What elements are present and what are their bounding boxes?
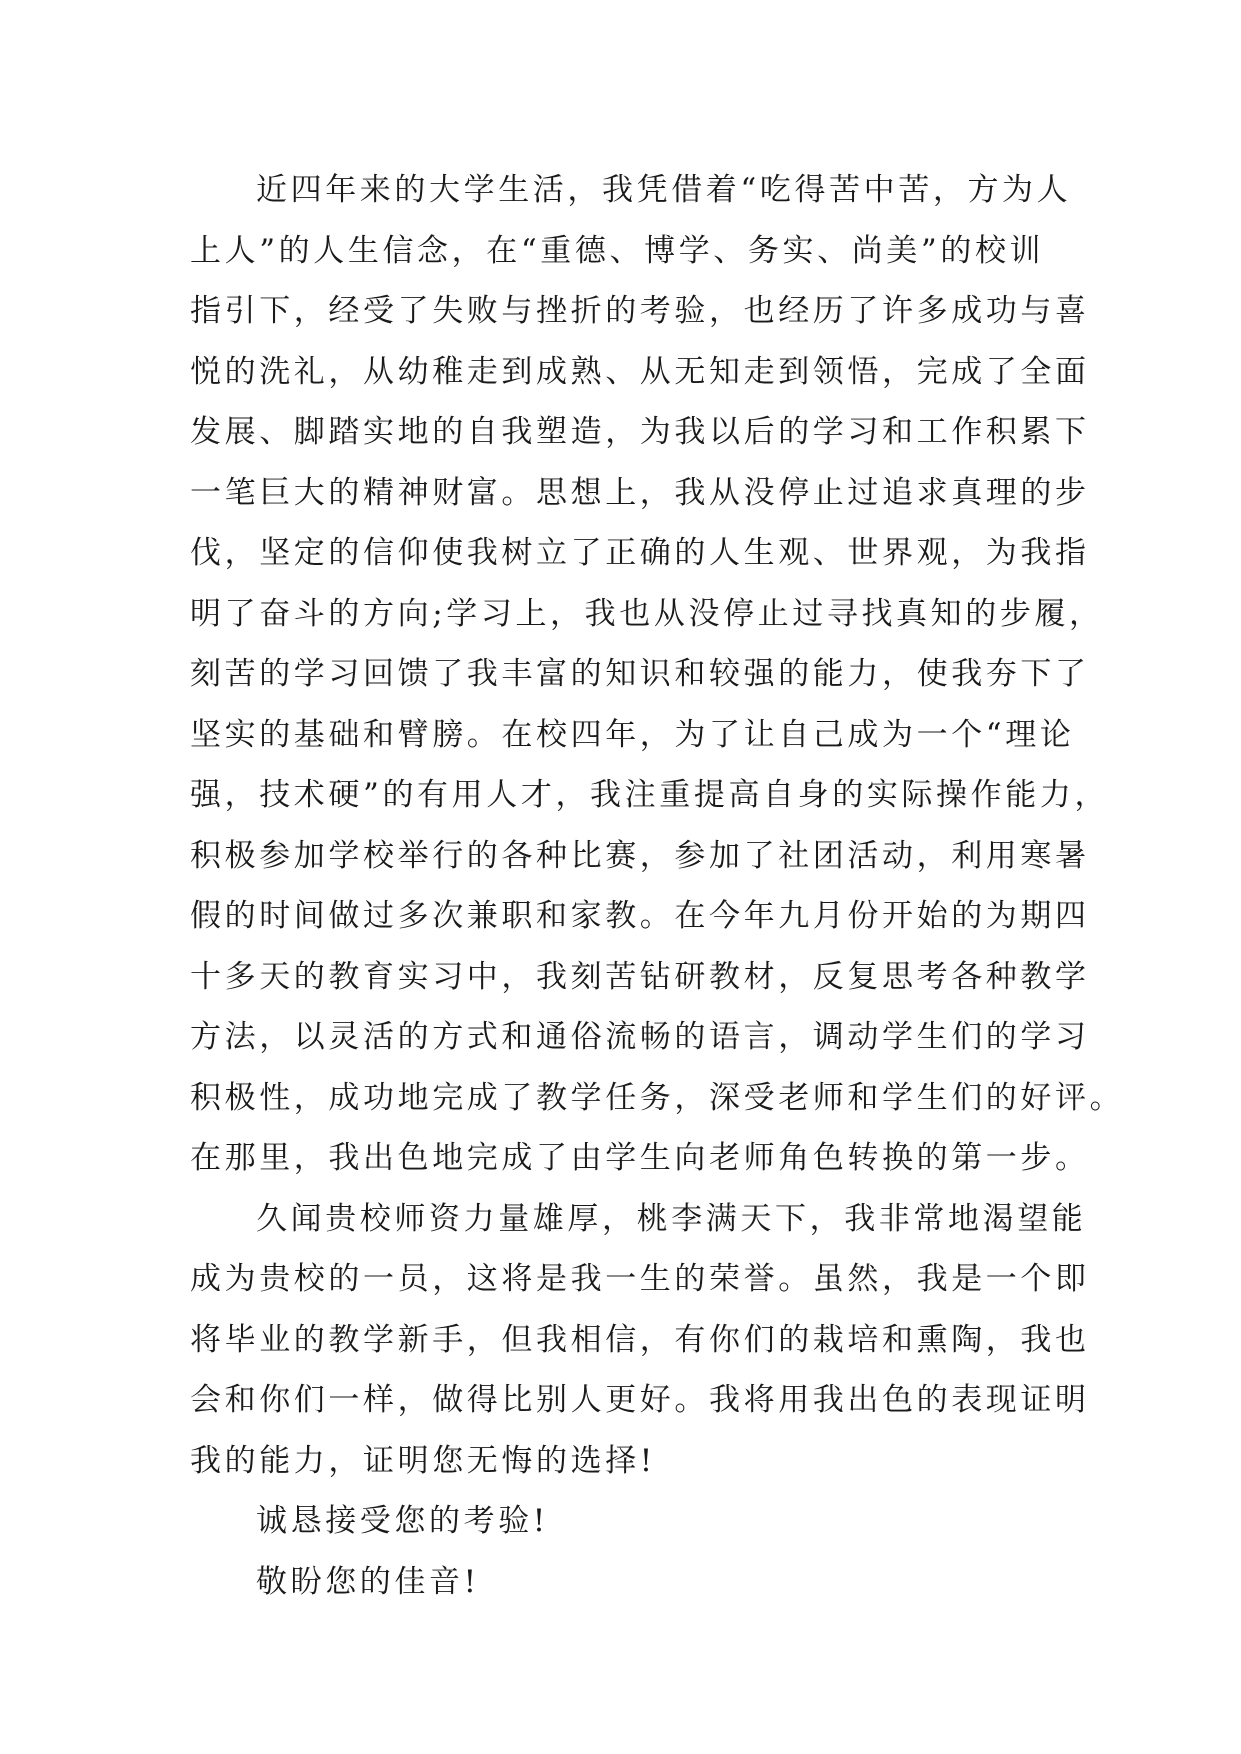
text-line: 发展、脚踏实地的自我塑造，为我以后的学习和工作积累下 <box>190 414 1090 450</box>
text-line: 久闻贵校师资力量雄厚，桃李满天下，我非常地渴望能 <box>256 1200 1087 1237</box>
paragraph-2 <box>190 1189 1090 1492</box>
text-line: 将毕业的教学新手，但我相信，有你们的栽培和熏陶，我也 <box>190 1321 1090 1358</box>
text-line: 积极参加学校举行的各种比赛，参加了社团活动，利用寒暑 <box>190 837 1090 874</box>
text-line: 积极性，成功地完成了教学任务，深受老师和学生们的好评。 <box>190 1079 1125 1116</box>
paragraph-1 <box>190 160 1125 1189</box>
text-line: 明了奋斗的方向;学习上，我也从没停止过寻找真知的步履， <box>190 595 1104 632</box>
text-line: 诚恳接受您的考验! <box>256 1503 549 1539</box>
text-line: 上人”的人生信念，在“重德、博学、务实、尚美”的校训 <box>190 232 1045 269</box>
text-line: 伐，坚定的信仰使我树立了正确的人生观、世界观，为我指 <box>190 535 1090 571</box>
text-line: 十多天的教育实习中，我刻苦钻研教材，反复思考各种教学 <box>190 958 1090 995</box>
paragraph-4 <box>190 1552 1070 1613</box>
text-line: 坚实的基础和臂膀。在校四年，为了让自己成为一个“理论 <box>190 716 1075 753</box>
text-line: 刻苦的学习回馈了我丰富的知识和较强的能力，使我夯下了 <box>190 656 1090 692</box>
text-line: 指引下，经受了失败与挫折的考验，也经历了许多成功与喜 <box>190 293 1090 329</box>
text-line: 假的时间做过多次兼职和家教。在今年九月份开始的为期四 <box>190 898 1090 934</box>
text-line: 成为贵校的一员，这将是我一生的荣誉。虽然，我是一个即 <box>190 1261 1090 1297</box>
text-line: 强，技术硬”的有用人才，我注重提高自身的实际操作能力， <box>190 777 1110 813</box>
text-line: 我的能力，证明您无悔的选择! <box>190 1442 656 1479</box>
text-line: 悦的洗礼，从幼稚走到成熟、从无知走到领悟，完成了全面 <box>190 353 1090 390</box>
text-line: 方法，以灵活的方式和通俗流畅的语言，调动学生们的学习 <box>190 1019 1090 1055</box>
paragraph-3 <box>190 1491 1070 1552</box>
text-line: 在那里，我出色地完成了由学生向老师角色转换的第一步。 <box>190 1140 1090 1176</box>
text-line: 一笔巨大的精神财富。思想上，我从没停止过追求真理的步 <box>190 474 1090 511</box>
text-line: 会和你们一样，做得比别人更好。我将用我出色的表现证明 <box>190 1382 1090 1418</box>
text-line: 近四年来的大学生活，我凭借着“吃得苦中苦，方为人 <box>256 172 1072 208</box>
letter-body <box>190 160 1125 1612</box>
text-line: 敬盼您的佳音! <box>256 1563 480 1600</box>
